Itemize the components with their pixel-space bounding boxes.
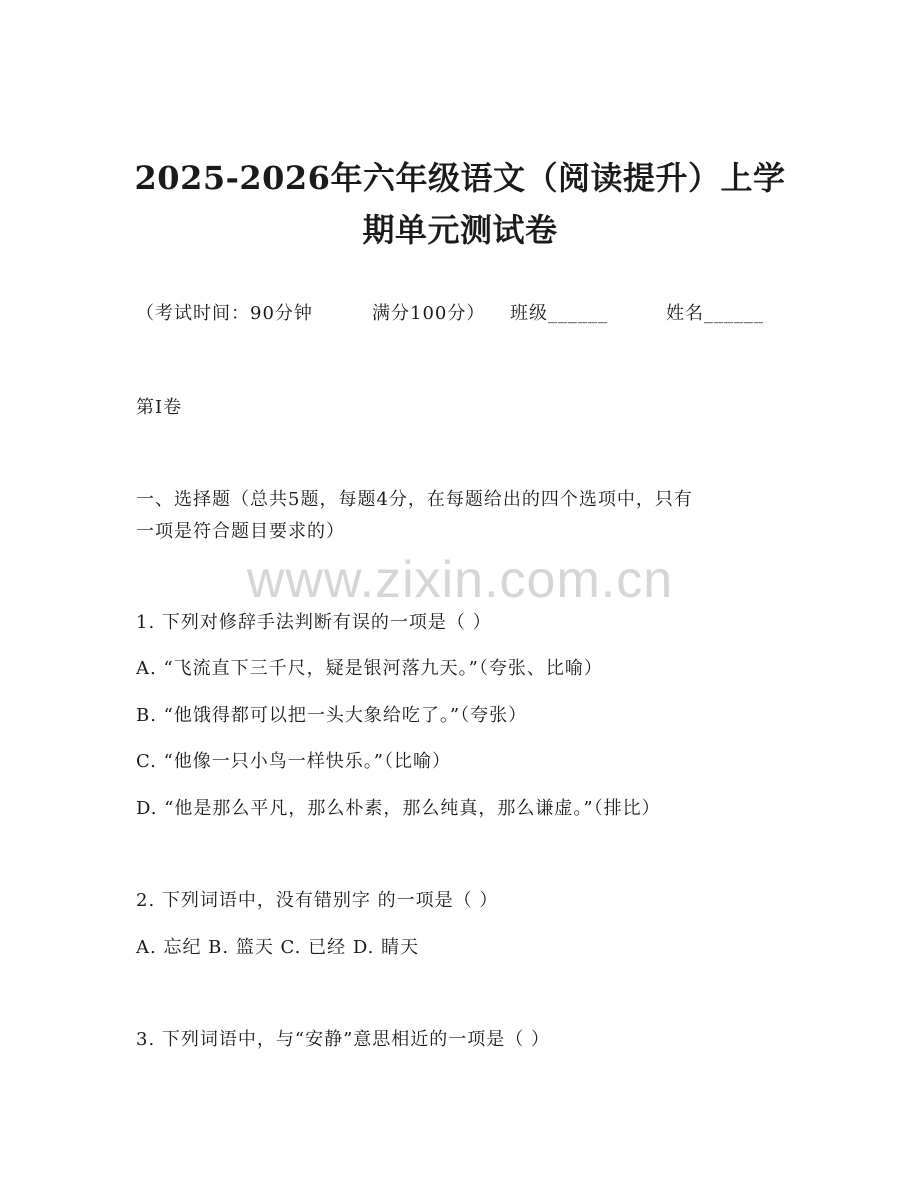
question-2-stem: 2. 下列词语中，没有错别字 的一项是（ ） — [136, 890, 499, 911]
section-heading-line1: 一、选择题（总共5题，每题4分，在每题给出的四个选项中，只有 — [136, 489, 693, 510]
exam-time: （考试时间：90分钟 — [136, 303, 313, 324]
class-field: 班级______ — [510, 303, 608, 324]
page-title-line1: 2025-2026年六年级语文（阅读提升）上学 — [134, 159, 786, 197]
volume-label: 第Ⅰ卷 — [136, 397, 183, 418]
section-heading-line2: 一项是符合题目要求的） — [136, 521, 345, 542]
watermark: www.zixin.com.cn — [246, 551, 674, 609]
page-title-line2: 期单元测试卷 — [362, 211, 558, 249]
question-1-option-b: B. “他饿得都可以把一头大象给吃了。”（夸张） — [136, 705, 528, 726]
question-1-option-a: A. “飞流直下三千尺，疑是银河落九天。”（夸张、比喻） — [136, 658, 603, 679]
name-field: 姓名______ — [666, 303, 764, 324]
question-2-options: A. 忘纪 B. 篮天 C. 已经 D. 睛天 — [136, 937, 420, 958]
question-1-option-d: D. “他是那么平凡，那么朴素，那么纯真，那么谦虚。”（排比） — [136, 798, 661, 819]
question-3-stem: 3. 下列词语中，与“安静”意思相近的一项是（ ） — [136, 1029, 551, 1050]
question-1-option-c: C. “他像一只小鸟一样快乐。”（比喻） — [136, 751, 451, 772]
question-1-stem: 1. 下列对修辞手法判断有误的一项是（ ） — [136, 612, 492, 633]
exam-score: 满分100分） — [372, 303, 486, 324]
